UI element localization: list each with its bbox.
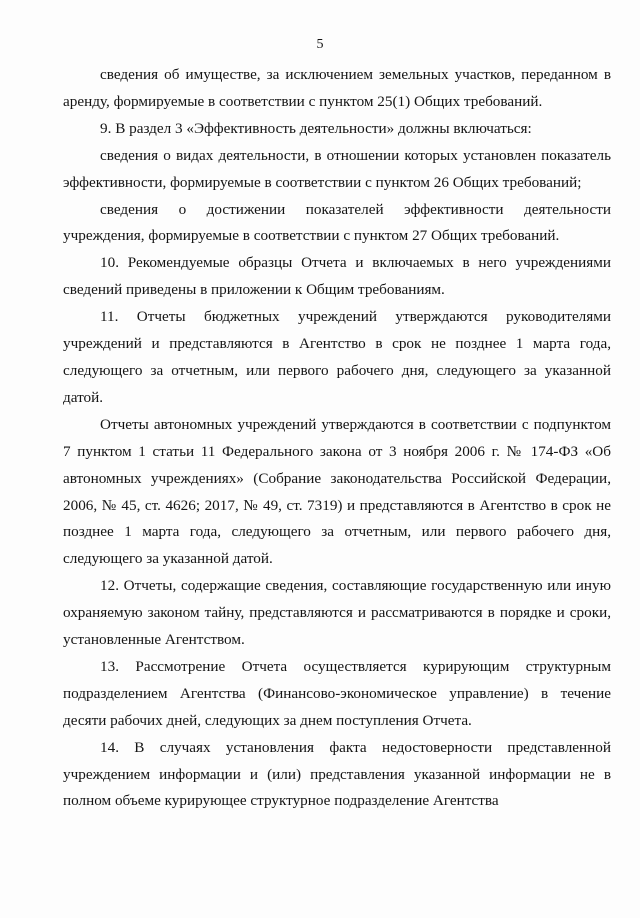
paragraph-11-budget-institutions: 11. Отчеты бюджетных учреждений утверждаются руководителями учреждений и представляются в Агентство в срок не позднее 1 марта года, следующего за отчетным, или первого рабочего дня, следующего за указанной датой.: [63, 308, 611, 406]
document-body: [63, 62, 611, 815]
paragraph-autonomous-institutions: Отчеты автономных учреждений утверждаются в соответствии с подпунктом 7 пунктом 1 статьи 11 Федерального закона от 3 ноября 2006 г. № 174-ФЗ «Об автономных учреждениях» (Собрание законодательства Российской Федерации, 2006, № 45, ст. 4626; 2017, № 49, ст. 7319) и представляются в Агентство в срок не позднее 1 марта года, следующего за отчетным, или первого рабочего дня, следующего за указанной датой.: [63, 415, 611, 568]
paragraph-activity-types: сведения о видах деятельности, в отношении которых установлен показатель эффективности, формируемые в соответствии с пунктом 26 Общих требований;: [63, 146, 611, 191]
paragraph-property-info-continued: сведения об имуществе, за исключением земельных участков, переданном в аренду, формируемые в соответствии с пунктом 25(1) Общих требований.: [63, 66, 611, 110]
page-number: 5: [316, 37, 324, 52]
paragraph-14-inaccurate-info: 14. В случаях установления факта недостоверности представленной учреждением информации и (или) представления указанной информации не в полном объеме курирующее структурное подразделение Агентства: [63, 738, 611, 810]
paragraph-10-sample-forms: 10. Рекомендуемые образцы Отчета и включаемых в него учреждениями сведений приведены в приложении к Общим требованиям.: [63, 254, 611, 299]
paragraph-performance-indicators: сведения о достижении показателей эффективности деятельности учреждения, формируемые в соответствии с пунктом 27 Общих требований.: [63, 200, 611, 245]
paragraph-13-report-review: 13. Рассмотрение Отчета осуществляется курирующим структурным подразделением Агентства (Финансово-экономическое управление) в течение десяти рабочих дней, следующих за днем поступления Отчета.: [63, 657, 611, 729]
paragraph-9-section-3: 9. В раздел 3 «Эффективность деятельности» должны включаться:: [100, 119, 532, 137]
paragraph-12-state-secret: 12. Отчеты, содержащие сведения, составляющие государственную или иную охраняемую законом тайну, представляются и рассматриваются в порядке и сроки, установленные Агентством.: [63, 577, 611, 649]
